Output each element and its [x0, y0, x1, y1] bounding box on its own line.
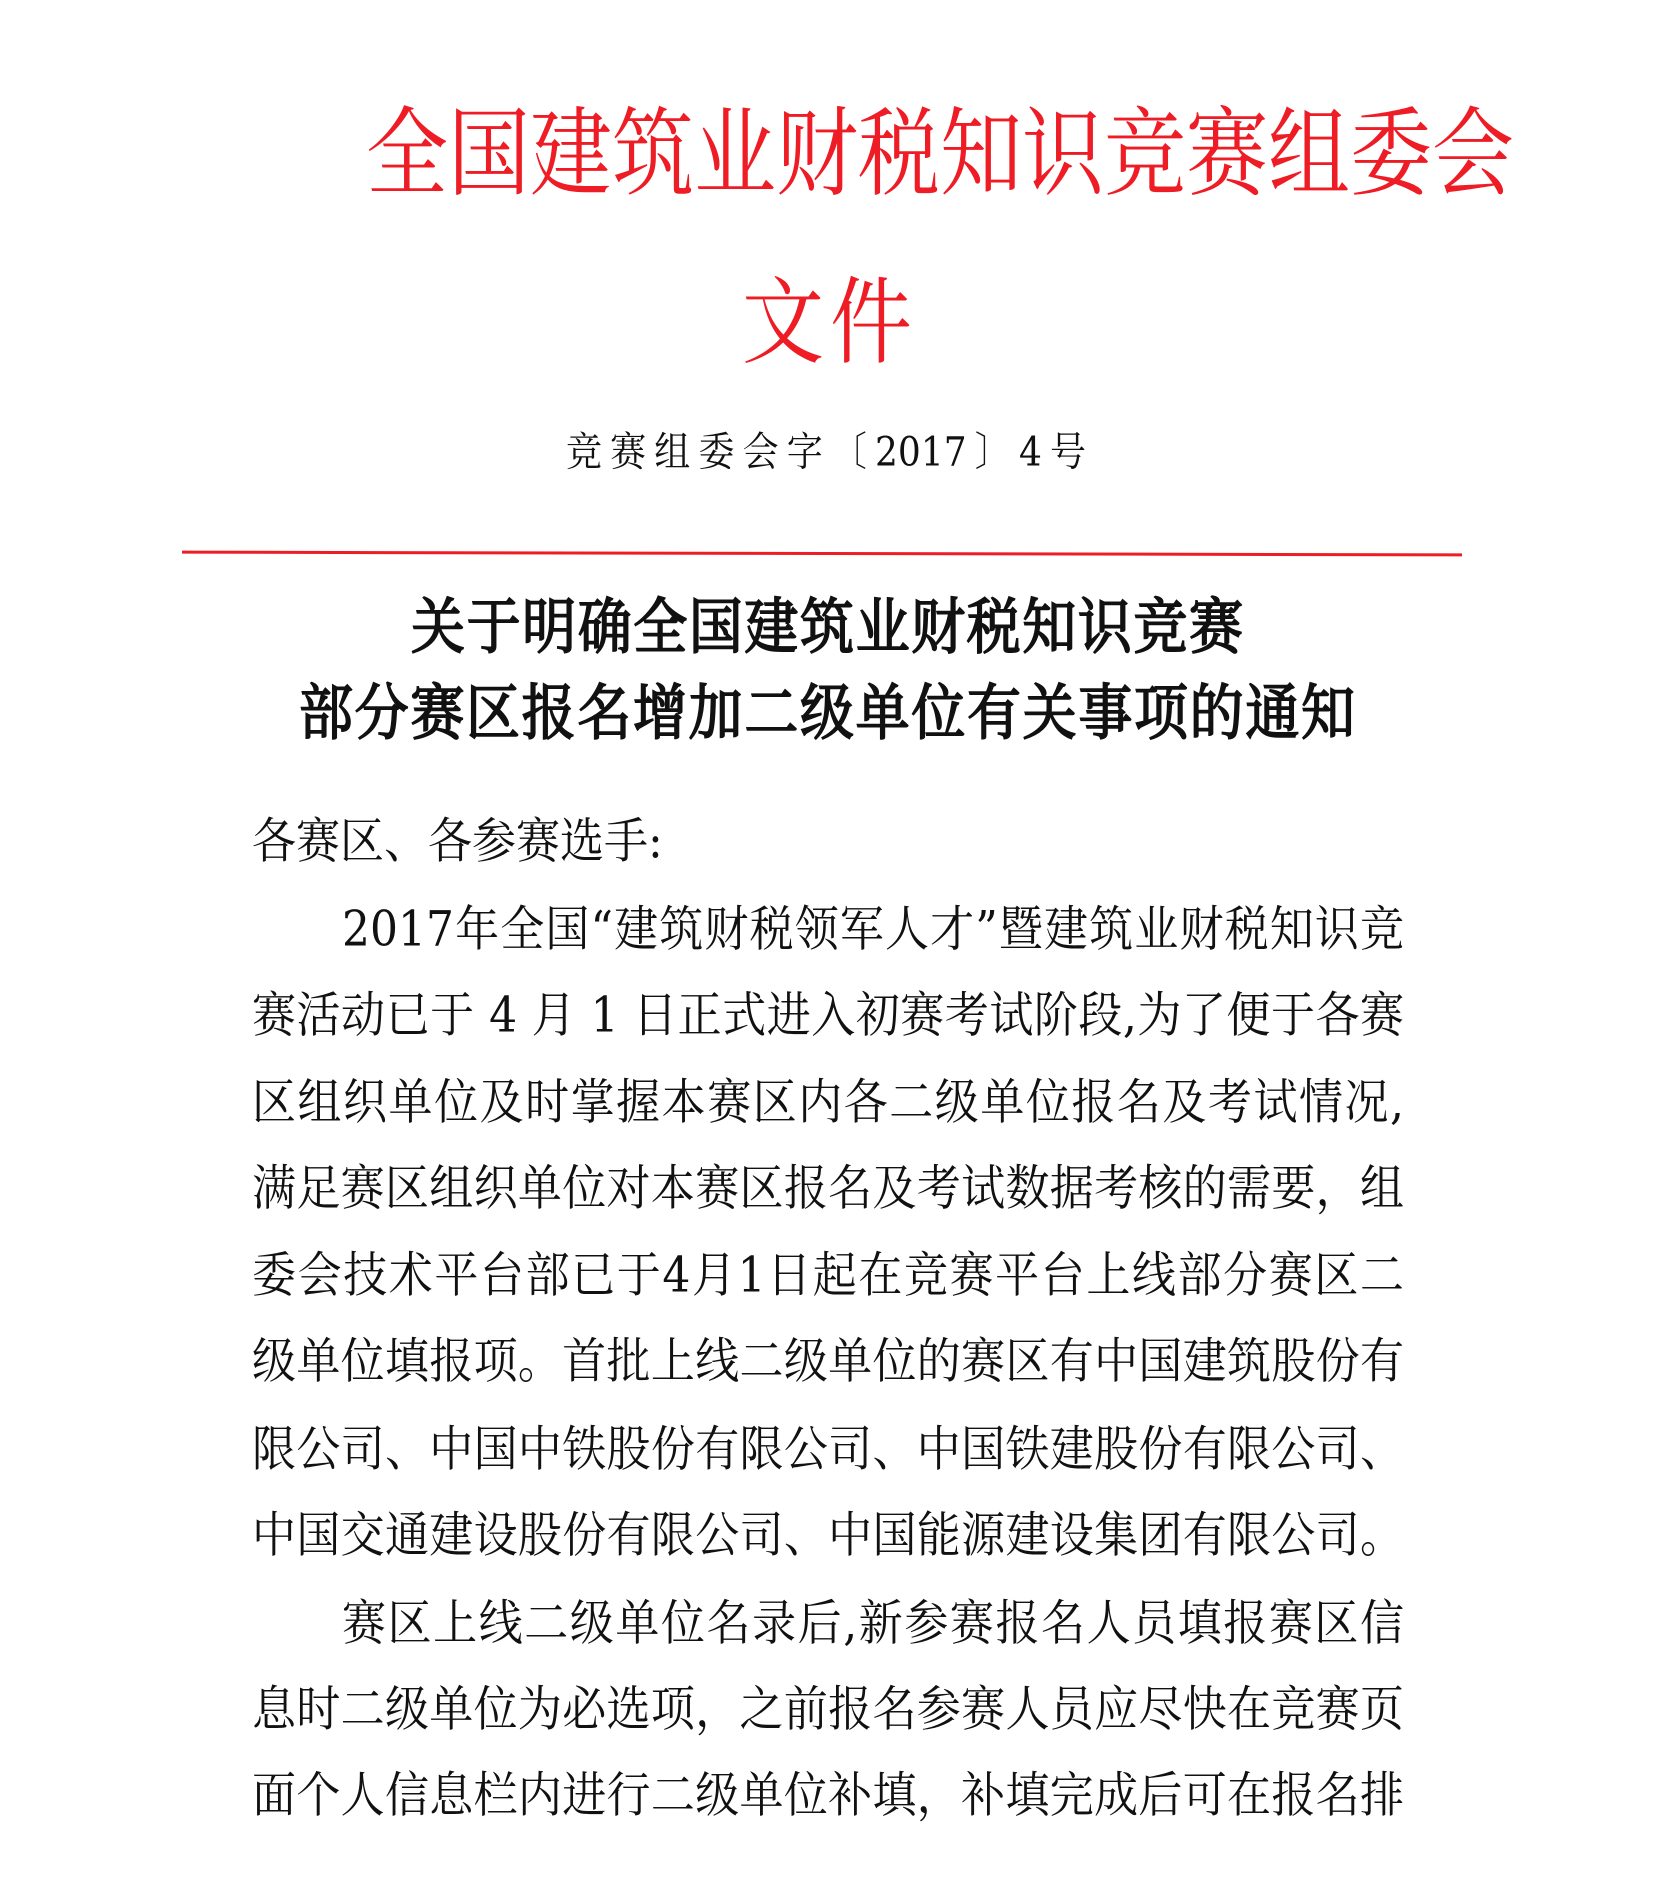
organization-header: 全国建筑业财税知识竞赛组委会: [366, 98, 1515, 211]
notice-title-line-2: [0, 673, 1654, 751]
body-line: 中国交通建设股份有限公司、中国能源建设集团有限公司。: [252, 1507, 1404, 1564]
red-divider: [182, 551, 1462, 557]
title-text: 关于明确全国建筑业财税知识竞赛: [411, 590, 1243, 662]
salutation: 各赛区、各参赛选手:: [252, 813, 663, 870]
body-line: 息时二级单位为必选项，之前报名参赛人员应尽快在竞赛页: [252, 1681, 1404, 1738]
body-line: 级单位填报项。首批上线二级单位的赛区有中国建筑股份有: [252, 1333, 1404, 1390]
body-line: 赛活动已于 4 月 1 日正式进入初赛考试阶段,为了便于各赛: [252, 987, 1404, 1044]
notice-title-line-1: [0, 587, 1654, 665]
title-text: 部分赛区报名增加二级单位有关事项的通知: [299, 676, 1355, 748]
body-line: 面个人信息栏内进行二级单位补填，补填完成后可在报名排: [252, 1767, 1404, 1824]
body-line: 区组织单位及时掌握本赛区内各二级单位报名及考试情况,: [252, 1074, 1404, 1131]
body-line: 2017年全国“建筑财税领军人才”暨建筑业财税知识竞: [342, 901, 1404, 958]
body-line: 赛区上线二级单位名录后,新参赛报名人员填报赛区信: [342, 1595, 1404, 1652]
body-line: 限公司、中国中铁股份有限公司、中国铁建股份有限公司、: [252, 1421, 1404, 1478]
body-line: 委会技术平台部已于4月1日起在竞赛平台上线部分赛区二: [252, 1247, 1404, 1304]
body-line: 满足赛区组织单位对本赛区报名及考试数据考核的需要，组: [252, 1160, 1404, 1217]
document-type: 文件: [742, 268, 912, 379]
document-number: 竞赛组委会字〔2017〕4号: [566, 429, 1086, 476]
